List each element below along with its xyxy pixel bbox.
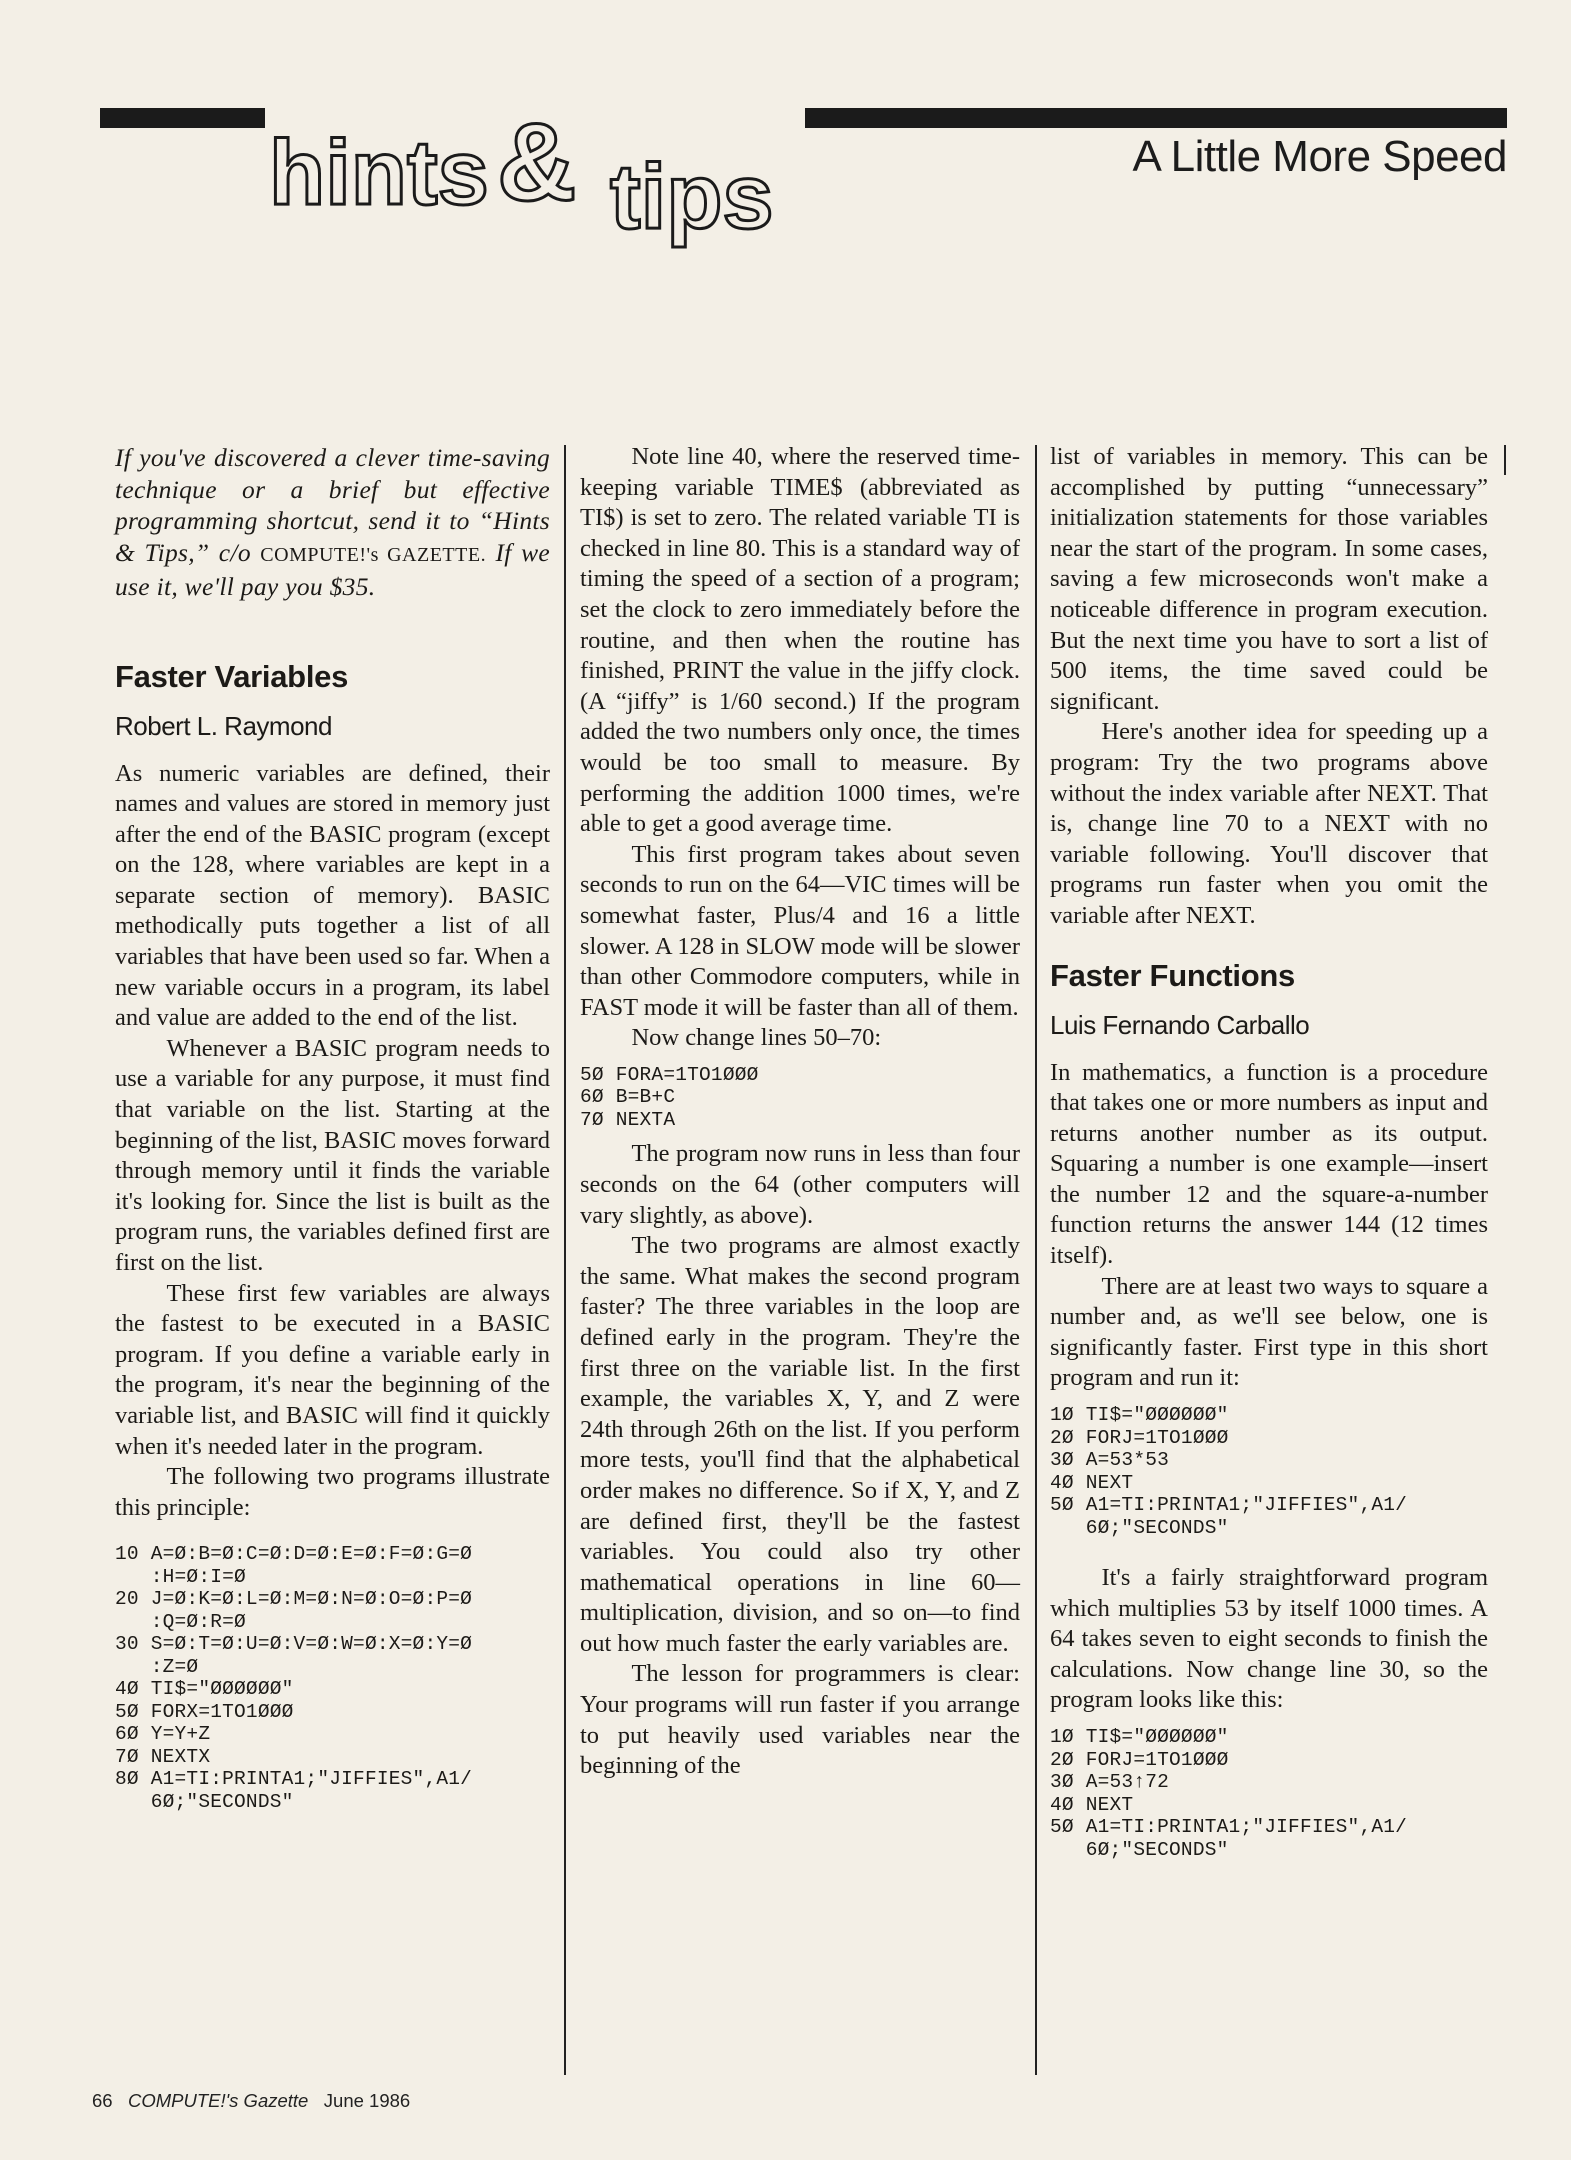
paragraph: list of variables in memory. This can be accomplished by putting “unnecessary” initialization statements for those variables near the start of the program. In some cases, saving a few microseconds won't make a noticeable difference in program execution. But the next time you have to sort a list of 500 items, the time saved could be significant. (1050, 443, 1488, 715)
paragraph: The lesson for programmers is clear: Your programs will run faster if you arrange to put heavily used variables near the beginning of the (580, 1660, 1020, 1780)
article-author: Luis Fernando Carballo (1050, 1009, 1310, 1040)
code-listing: 1Ø TI$="ØØØØØØ" 2Ø FORJ=1TO1ØØØ 3Ø A=53↑72 4Ø NEXT 5Ø A1=TI:PRINTA1;"JIFFIES",A1/ 6Ø;"SECONDS" (1050, 1726, 1408, 1861)
code-listing: 10 A=Ø:B=Ø:C=Ø:D=Ø:E=Ø:F=Ø:G=Ø :H=Ø:I=Ø 20 J=Ø:K=Ø:L=Ø:M=Ø:N=Ø:O=Ø:P=Ø :Q=Ø:R=Ø 30 S=Ø:T=Ø:U=Ø:V=Ø:W=Ø:X=Ø:Y=Ø :Z=Ø 4Ø TI$="ØØØØØØ" 5Ø FORX=1TO1ØØØ 6Ø Y=Y+Z 7Ø NEXTX 8Ø A1=TI:PRINTA1;"JIFFIES",A1/ 6Ø;"SECONDS" (115, 1543, 473, 1813)
page-footer (92, 2090, 410, 2112)
article-author: Robert L. Raymond (115, 710, 332, 741)
paragraph: This first program takes about seven seconds to run on the 64—VIC times will be somewhat faster, Plus/4 and 16 a little slower. A 128 in SLOW mode will be slower than other Commodore computers, while in FAST mode it will be faster than all of them. (580, 840, 1020, 1021)
paragraph: In mathematics, a function is a procedure that takes one or more numbers as input and returns another number as its output. Squaring a number is one example—insert the number 12 and the square-a-number function returns the answer 144 (12 times itself). (1050, 1058, 1488, 1270)
paragraph: As numeric variables are defined, their names and values are stored in memory just after the end of the BASIC program (except on the 128, where variables are kept in a separate section of memory). BASIC methodically puts together a list of all variables that have been used so far. When a new variable occurs in a program, its label and value are added to the end of the list. (115, 759, 550, 1032)
article-heading: Faster Functions (1050, 957, 1295, 993)
paragraph: These first few variables are always the fastest to be executed in a BASIC program. If you define a variable early in the program, it's near the beginning of the variable list, and BASIC will find it quickly when it's needed later in the program. (115, 1279, 550, 1460)
column-2 (580, 442, 1020, 1782)
paragraph: There are at least two ways to square a number and, as we'll see below, one is significantly faster. First type in this short program and run it: (1050, 1272, 1488, 1392)
code-listing: 5Ø FORA=1TO1ØØØ 6Ø B=B+C 7Ø NEXTA (580, 1063, 759, 1131)
svg-text:&: & (497, 108, 577, 224)
intro-note: If you've discovered a clever time-saving technique or a brief but effective programming shortcut, send it to “Hints & Tips,” c/o COMPUTE!'s GAZETTE. If we use it, we'll pay you $35. (115, 443, 550, 601)
issue-date: June 1986 (323, 2090, 411, 2111)
paragraph: The following two programs illustrate this principle: (115, 1463, 550, 1521)
article-heading: Faster Variables (115, 658, 349, 694)
magazine-name: COMPUTE!'s GAZETTE. (260, 543, 487, 566)
section-title: A Little More Speed (1132, 132, 1507, 181)
paragraph: The two programs are almost exactly the same. What makes the second program faster? The three variables in the loop are defined early in the program. They're the first three on the variable list. In the first example, the variables X, Y, and Z were 24th through 26th on the list. If you perform more tests, you'll find that the alphabetical order makes no difference. So if X, Y, and Z are defined first, they'll be the fastest variables. You could also try other mathematical operations in line 60—multiplication, division, and so on—to find out how much faster the early variables are. (580, 1232, 1020, 1657)
svg-text:hints: hints (269, 122, 489, 224)
publication-name: COMPUTE!'s Gazette (128, 2090, 309, 2111)
svg-text:tips: tips (610, 146, 774, 248)
code-listing: 1Ø TI$="ØØØØØØ" 2Ø FORJ=1TO1ØØØ 3Ø A=53*53 4Ø NEXT 5Ø A1=TI:PRINTA1;"JIFFIES",A1/ 6Ø;"SECONDS" (1050, 1404, 1408, 1539)
paragraph: The program now runs in less than four seconds on the 64 (other computers will vary slightly, as above). (580, 1140, 1020, 1229)
paragraph: Here's another idea for speeding up a program: Try the two programs above without the index variable after NEXT. That is, change line 70 to a NEXT with no variable following. You'll discover that programs run faster when you omit the variable after NEXT. (1050, 718, 1488, 929)
paragraph: Now change lines 50–70: (631, 1024, 882, 1052)
paragraph: Note line 40, where the reserved time-keeping variable TIME$ (abbreviated as TI$) is set to zero. The related variable TI is checked in line 80. This is a standard way of timing the speed of a section of a program; set the clock to zero immediately before the routine, and then when the routine has finished, PRINT the value in the jiffy clock. (A “jiffy” is 1/60 second.) If the program added the two numbers only once, the times would be too small to measure. By performing the addition 1000 times, we're able to get a good average time. (580, 443, 1020, 838)
column-3 (1050, 442, 1488, 1861)
paragraph: Whenever a BASIC program needs to use a variable for any purpose, it must find that variable on the list. Starting at the beginning of the list, BASIC moves forward through memory until it finds the variable it's looking for. Since the list is built as the program runs, the variables defined first are first on the list. (115, 1034, 550, 1276)
paragraph: It's a fairly straightforward program which multiplies 53 by itself 1000 times. A 64 takes seven to eight seconds to finish the calculations. Now change line 30, so the program looks like this: (1050, 1564, 1488, 1714)
hints-and-tips-logo (265, 108, 805, 258)
page-number: 66 (92, 2090, 113, 2111)
column-1 (115, 442, 550, 1813)
column-divider (1504, 445, 1506, 475)
column-divider (1035, 445, 1037, 2075)
column-divider (564, 445, 566, 2075)
